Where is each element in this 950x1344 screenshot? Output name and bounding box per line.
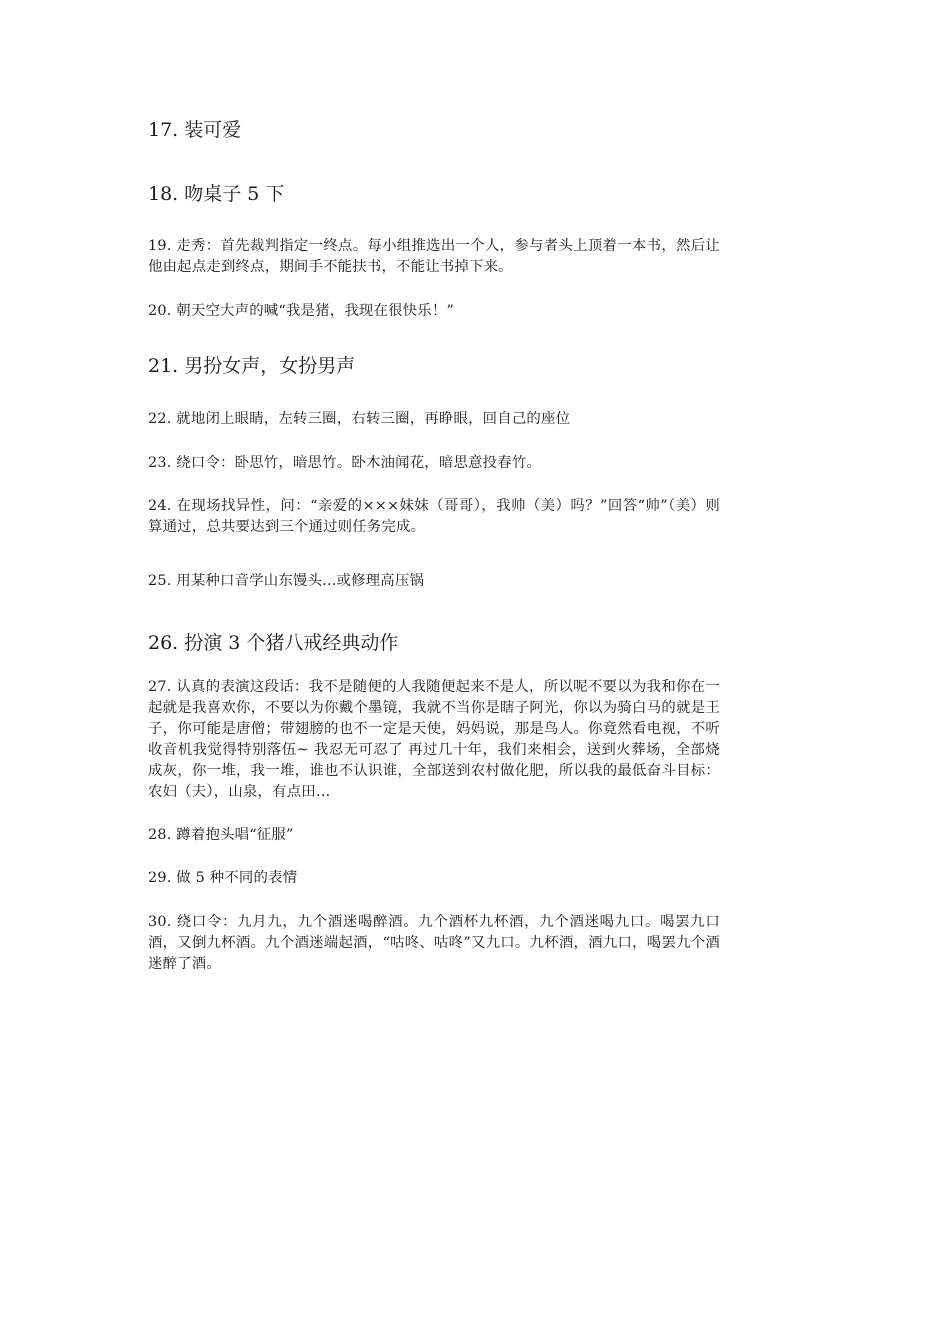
item-30: 30. 绕口令：九月九，九个酒迷喝醉酒。九个酒杯九杯酒，九个酒迷喝九口。喝罢九口酒，又倒九杯酒。九个酒迷端起酒，“咕咚、咕咚”又九口。九杯酒，酒九口，喝罢九个酒迷醉了酒。 bbox=[148, 914, 720, 972]
item-21: 21. 男扮女声，女扮男声 bbox=[148, 355, 356, 377]
item-18: 18. 吻桌子 5 下 bbox=[148, 183, 285, 205]
item-20: 20. 朝天空大声的喊“我是猪，我现在很快乐！” bbox=[148, 303, 455, 319]
item-25: 25. 用某种口音学山东馒头...或修理高压锅 bbox=[148, 573, 425, 589]
item-27: 27. 认真的表演这段话：我不是随便的人我随便起来不是人，所以呢不要以为我和你在一起就是我喜欢你，不要以为你戴个墨镜，我就不当你是瞎子阿光，你以为骑白马的就是王子，你可能是唐僧；带翅膀的也不一定是天使，妈妈说，那是鸟人。你竟然看电视，不听收音机我觉得特别落伍~ 我忍无可忍了 再过几十年，我们来相会，送到火葬场，全部烧成灰，你一堆，我一堆，谁也不认识谁，全部送到农村做化肥，所以我的最低奋斗目标：农妇（夫），山泉，有点田… bbox=[148, 679, 720, 800]
item-26: 26. 扮演 3 个猪八戒经典动作 bbox=[148, 632, 399, 654]
item-17: 17. 装可爱 bbox=[148, 119, 242, 141]
item-24: 24. 在现场找异性，问：“亲爱的×××妹妹（哥哥），我帅（美）吗？”回答“帅”（美）则算通过，总共要达到三个通过则任务完成。 bbox=[148, 498, 720, 535]
item-23: 23. 绕口令：卧思竹，暗思竹。卧木油闻花，暗思意投春竹。 bbox=[148, 455, 542, 471]
item-29: 29. 做 5 种不同的表情 bbox=[148, 870, 298, 886]
item-22: 22. 就地闭上眼睛，左转三圈，右转三圈，再睁眼，回自己的座位 bbox=[148, 411, 571, 427]
item-19: 19. 走秀：首先裁判指定一终点。每小组推选出一个人，参与者头上顶着一本书，然后让他由起点走到终点，期间手不能扶书，不能让书掉下来。 bbox=[148, 238, 720, 275]
item-28: 28. 蹲着抱头唱“征服” bbox=[148, 827, 294, 843]
